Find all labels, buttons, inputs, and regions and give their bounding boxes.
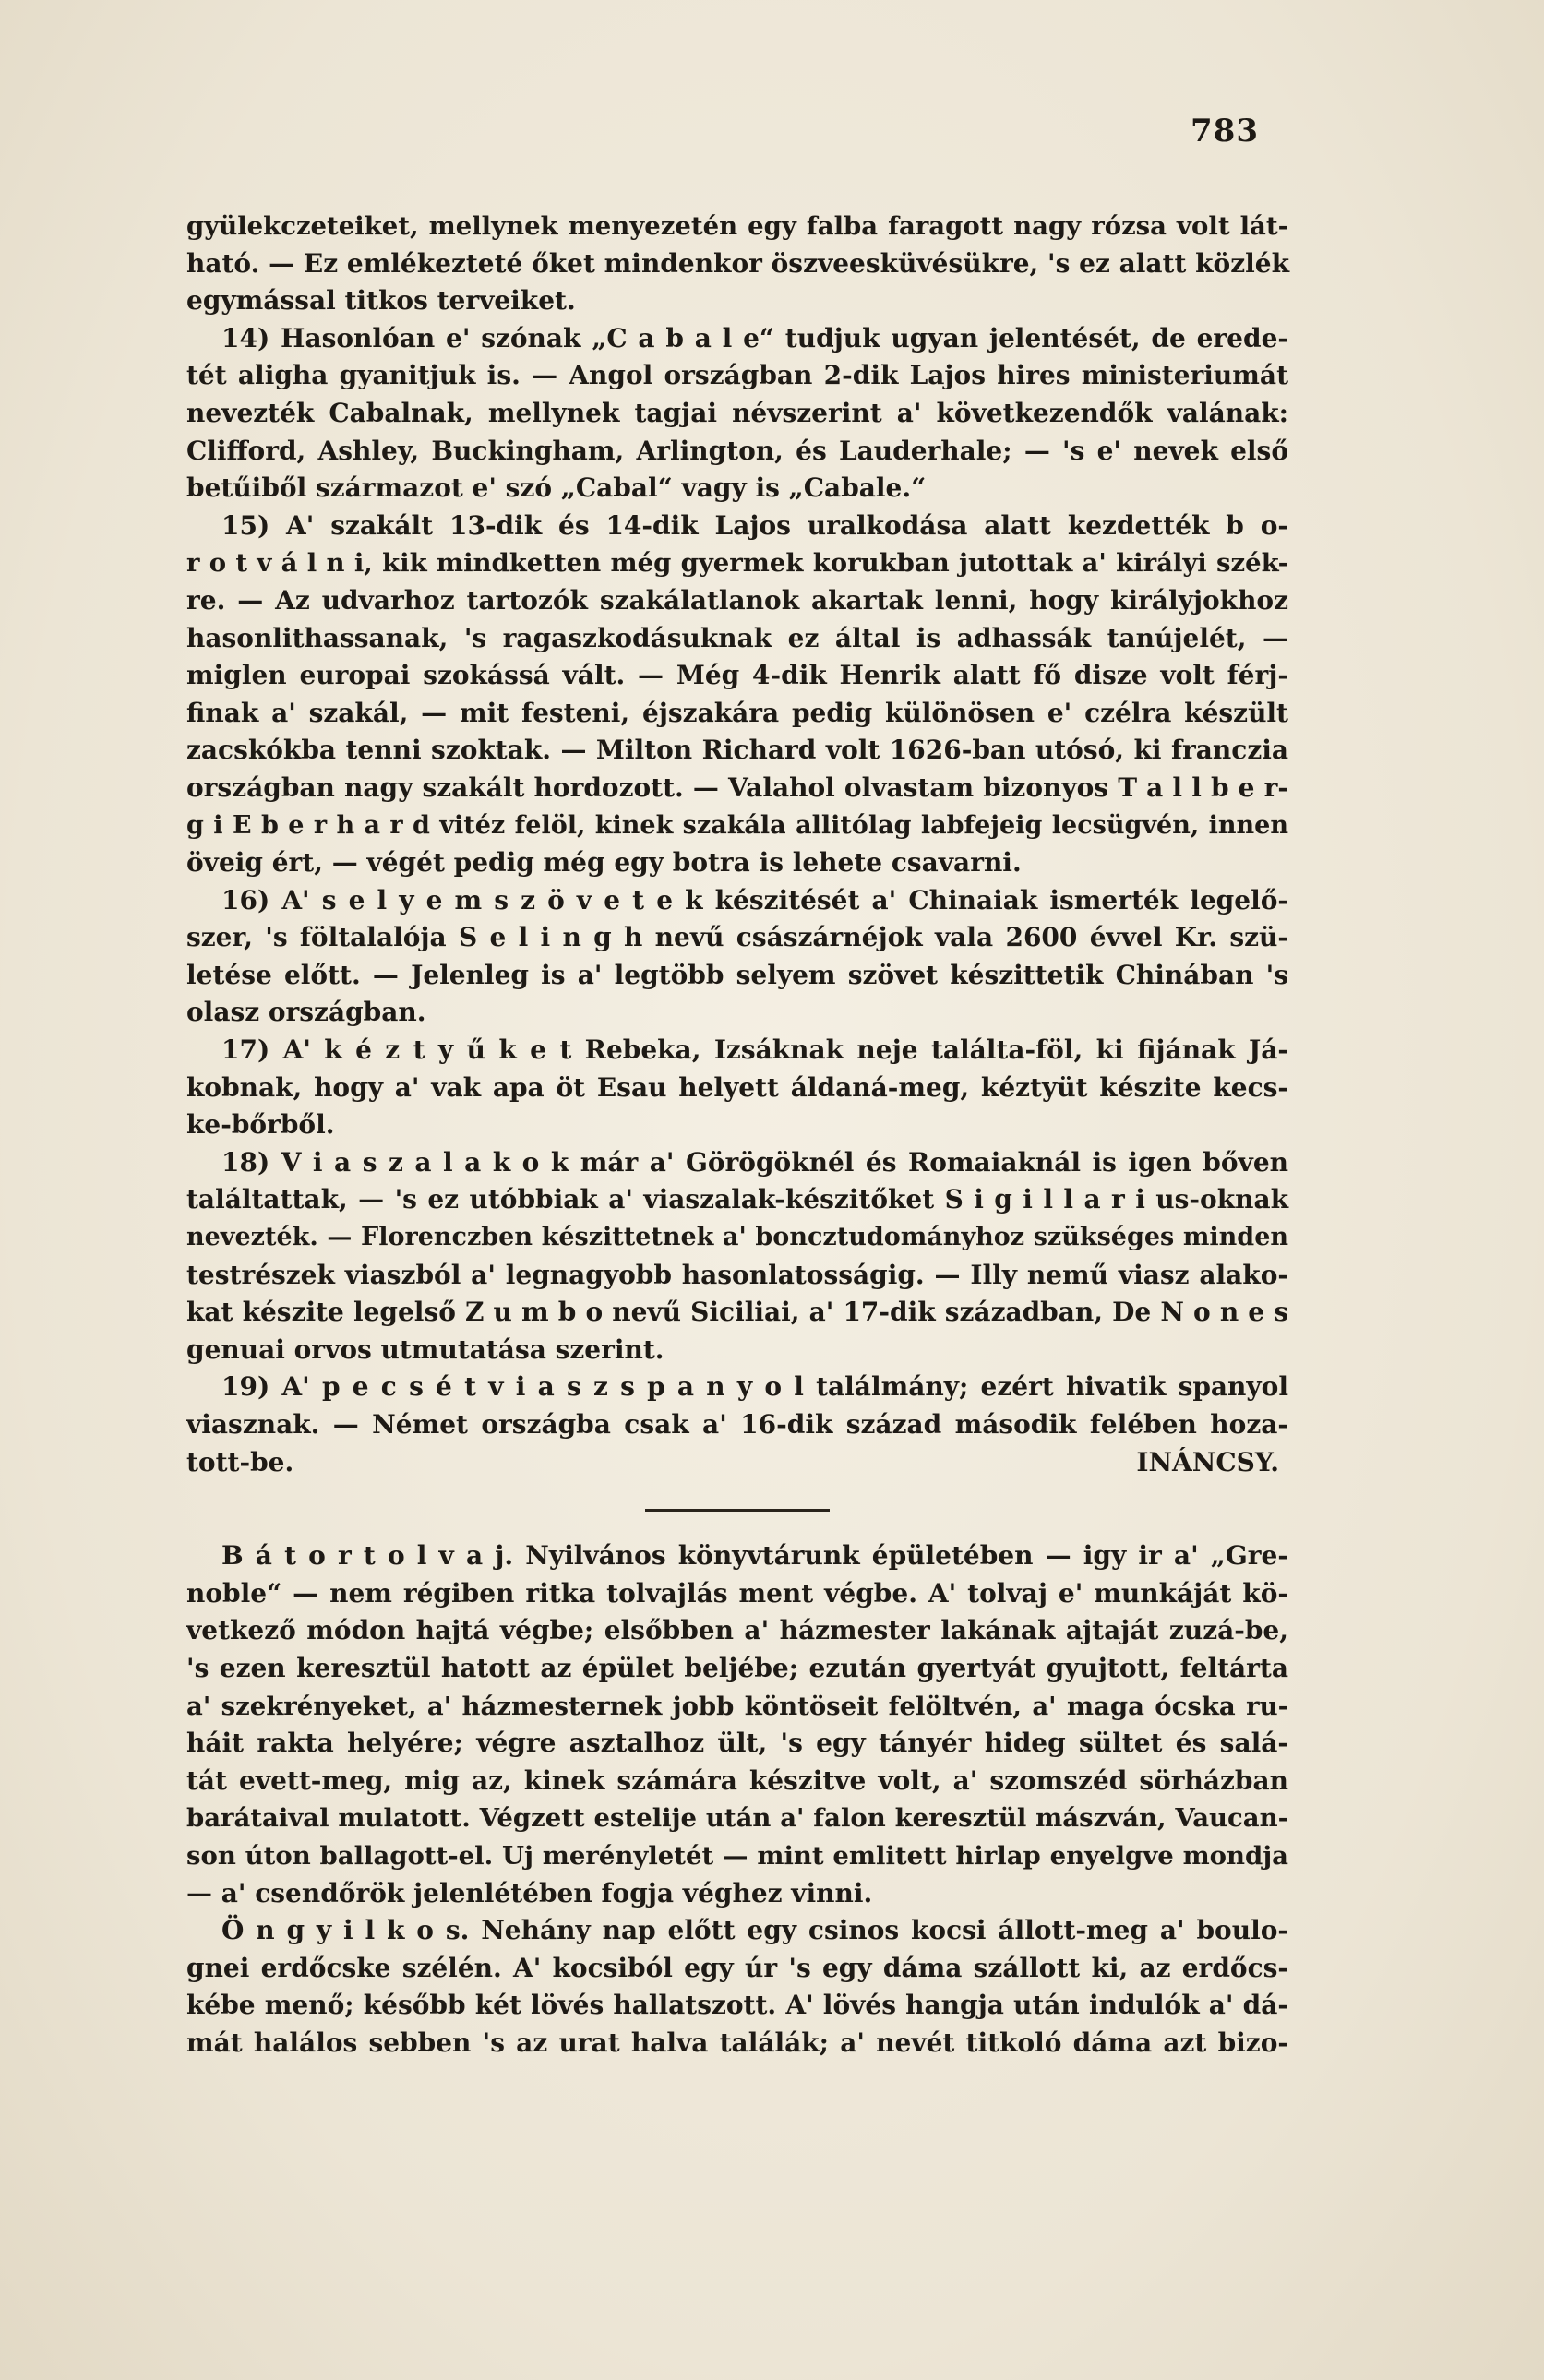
body-text: [186, 208, 1288, 2063]
text-line: 's ezen keresztül hatott az épület beljébe; ezután gyertyát gyujtott, feltárta: [186, 1652, 1288, 1683]
text-line: hasonlithassanak, 's ragaszkodásuknak ez által is adhassák tanújelét, —: [186, 622, 1288, 653]
text-line: kébe menő; később két lövés hallatszott. A' lövés hangja után indulók a' dá-: [186, 1990, 1288, 2021]
text-line: gnei erdőcske szélén. A' kocsiból egy úr 's egy dáma szállott ki, az erdőcs-: [186, 1952, 1288, 1983]
text-line: olasz országban.: [186, 997, 426, 1028]
text-line: tét aligha gyanitjuk is. — Angol országban 2-dik Lajos hires ministeriumát: [186, 360, 1288, 391]
text-line: 19) A' p e c s é t v i a s z s p a n y o l találmány; ezért hivatik spanyol: [221, 1371, 1288, 1403]
text-line: noble“ — nem régiben ritka tolvajlás ment végbe. A' tolvaj e' munkáját kö-: [186, 1577, 1288, 1609]
text-line: g i E b e r h a r d vitéz felöl, kinek szakála allitólag labfejeig lecsügvén, innen: [186, 810, 1288, 840]
text-line: re. — Az udvarhoz tartozók szakálatlanok akartak lenni, hogy királyjokhoz: [186, 584, 1288, 616]
text-line: vetkező módon hajtá végbe; elsőbben a' házmester lakának ajtaját zuzá-be,: [186, 1615, 1288, 1646]
text-line: 16) A' s e l y e m s z ö v e t e k készitését a' Chinaiak ismerték legelő-: [221, 884, 1288, 915]
text-line: kat készite legelső Z u m b o nevű Siciliai, a' 17-dik században, De N o n e s: [186, 1297, 1288, 1328]
text-line: r o t v á l n i, kik mindketten még gyermek korukban jutottak a' királyi szék-: [186, 548, 1288, 579]
text-line-with-signature: [186, 1444, 1288, 1482]
text-line: öveig ért, — végét pedig még egy botra is lehete csavarni.: [186, 847, 1022, 879]
text-line: egymással titkos terveiket.: [186, 285, 576, 317]
text-line: finak a' szakál, — mit festeni, éjszakára pedig különösen e' czélra készült: [186, 697, 1288, 728]
text-line: a' szekrényeket, a' házmesternek jobb köntöseit felöltvén, a' maga ócska ru-: [186, 1691, 1288, 1721]
text-line: tott-be.: [186, 1446, 294, 1477]
signature: INÁNCSY.: [1136, 1446, 1279, 1477]
text-line: nevezték. — Florenczben készittetnek a' boncztudományhoz szükséges minden: [186, 1223, 1288, 1252]
text-line: genuai orvos utmutatása szerint.: [186, 1334, 664, 1365]
text-line: találtattak, — 's ez utóbbiak a' viaszalak-készitőket S i g i l l a r i us-oknak: [186, 1184, 1288, 1215]
text-line: Ö n g y i l k o s. Nehány nap előtt egy csinos kocsi állott-meg a' boulo-: [221, 1915, 1288, 1946]
text-line: viasznak. — Német országba csak a' 16-dik század második felében hoza-: [186, 1409, 1288, 1440]
text-line: ke-bőrből.: [186, 1109, 335, 1141]
text-line: háit rakta helyére; végre asztalhoz ült, 's egy tányér hideg sültet és salá-: [186, 1728, 1288, 1759]
text-line: Clifford, Ashley, Buckingham, Arlington, és Lauderhale; — 's e' nevek első: [186, 435, 1288, 466]
text-line: ható. — Ez emlékezteté őket mindenkor öszveesküvésükre, 's ez alatt közlék: [186, 247, 1289, 279]
text-line: 14) Hasonlóan e' szónak „C a b a l e“ tudjuk ugyan jelentését, de erede-: [221, 322, 1288, 353]
text-line: kobnak, hogy a' vak apa öt Esau helyett áldaná-meg, kéztyüt készite kecs-: [186, 1071, 1288, 1103]
text-line: gyülekczeteiket, mellynek menyezetén egy falba faragott nagy rózsa volt lát-: [186, 211, 1288, 241]
text-line: betűiből származot e' szó „Cabal“ vagy is „Cabale.“: [186, 472, 927, 504]
text-line: mát halálos sebben 's az urat halva találák; a' nevét titkoló dáma azt bizo-: [186, 2027, 1288, 2058]
text-line: országban nagy szakált hordozott. — Valahol olvastam bizonyos T a l l b e r-: [186, 771, 1288, 803]
text-line: letése előtt. — Jelenleg is a' legtöbb selyem szövet készittetik Chinában 's: [186, 959, 1288, 990]
text-line: 15) A' szakált 13-dik és 14-dik Lajos uralkodása alatt kezdették b o-: [221, 509, 1288, 541]
text-line: barátaival mulatott. Végzett estelije után a' falon keresztül mászván, Vaucan-: [186, 1803, 1288, 1834]
text-line: 18) V i a s z a l a k o k már a' Görögöknél és Romaiaknál is igen bőven: [221, 1146, 1288, 1178]
text-line: testrészek viaszból a' legnagyobb hasonlatosságig. — Illy nemű viasz alako-: [186, 1259, 1288, 1290]
text-line: tát evett-meg, mig az, kinek számára készitve volt, a' szomszéd sörházban: [186, 1764, 1288, 1796]
text-line: zacskókba tenni szoktak. — Milton Richard volt 1626-ban utósó, ki franczia: [186, 735, 1288, 766]
text-line: son úton ballagott-el. Uj merényletét — mint emlitett hirlap enyelgve mondja: [186, 1840, 1288, 1871]
text-line: miglen europai szokássá vált. — Még 4-dik Henrik alatt fő disze volt férj-: [186, 660, 1288, 691]
page-number: 783: [1191, 113, 1259, 149]
text-line: 17) A' k é z t y ű k e t Rebeka, Izsáknak neje találta-föl, ki fijának Já-: [221, 1035, 1288, 1066]
text-line: — a' csendőrök jelenlétében fogja véghez vinni.: [186, 1877, 873, 1908]
text-line: nevezték Cabalnak, mellynek tagjai névszerint a' következendők valának:: [186, 397, 1288, 428]
section-divider: [645, 1509, 830, 1512]
text-line: B á t o r t o l v a j. Nyilvános könyvtárunk épületében — igy ir a' „Gre-: [221, 1540, 1288, 1572]
text-line: szer, 's föltalalója S e l i n g h nevű császárnéjok vala 2600 évvel Kr. szü-: [186, 922, 1288, 953]
